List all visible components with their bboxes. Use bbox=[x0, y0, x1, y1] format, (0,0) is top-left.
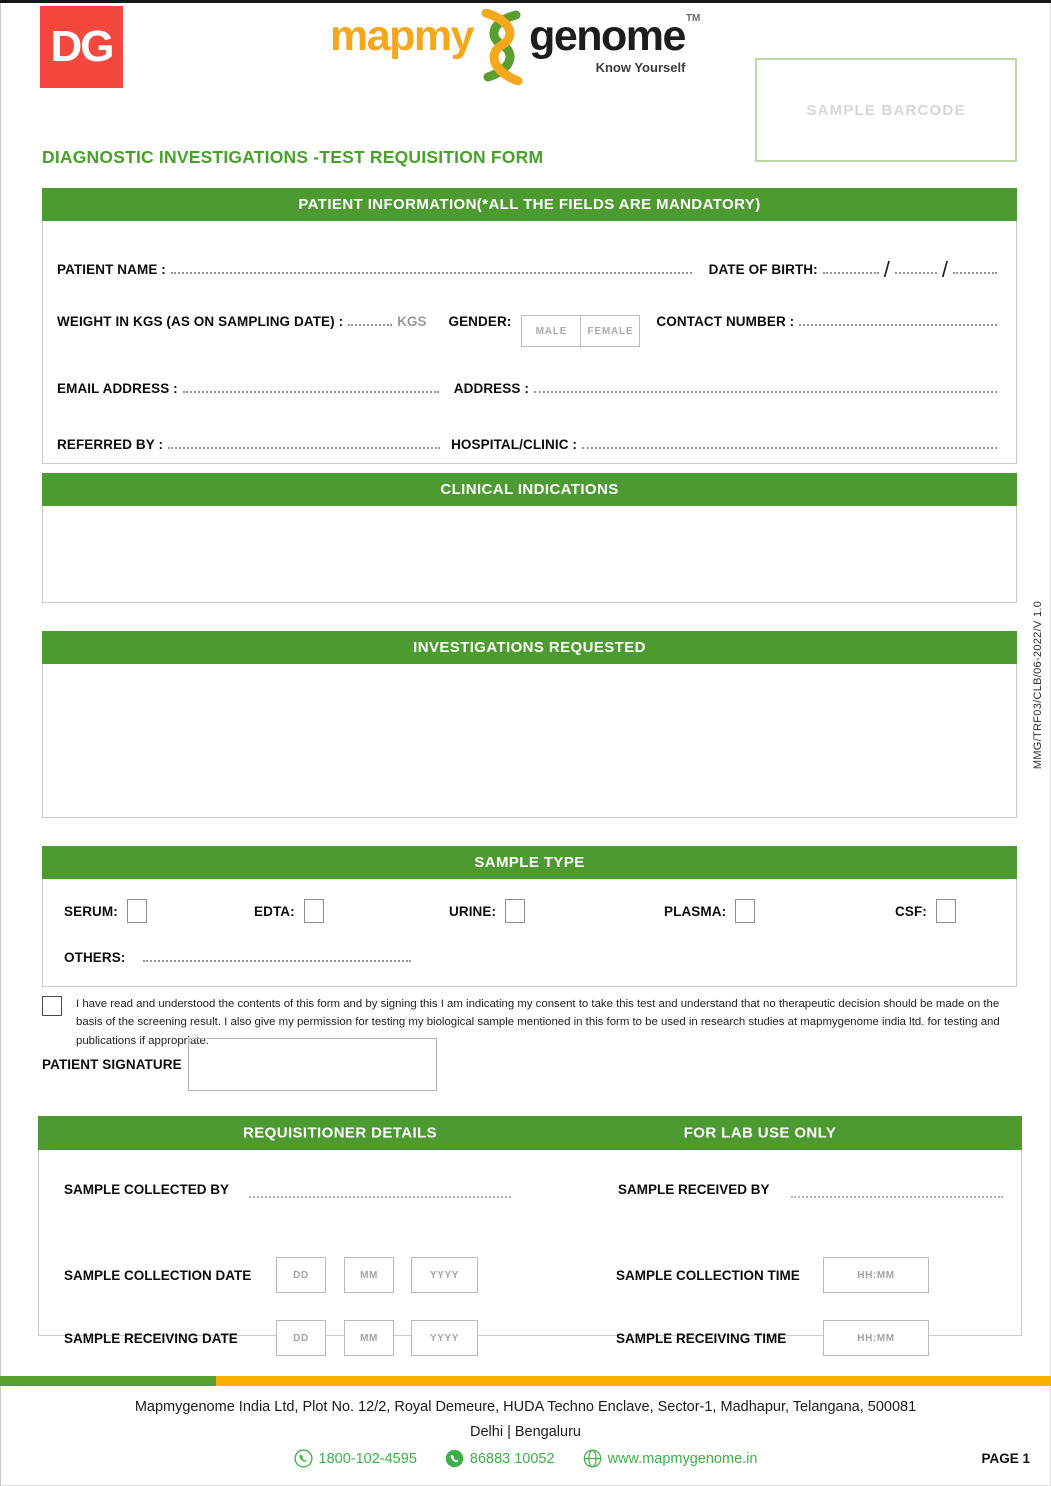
footer-cities: Delhi | Bengaluru bbox=[470, 1424, 581, 1440]
gender-male-checkbox[interactable]: MALE bbox=[535, 325, 568, 337]
dob-separator: / bbox=[883, 257, 890, 282]
patient-information-section bbox=[42, 188, 1017, 464]
others-label: OTHERS: bbox=[64, 950, 126, 965]
receiving-date-mm-field[interactable]: MM bbox=[344, 1320, 394, 1356]
gender-label: GENDER: bbox=[448, 314, 512, 329]
sample-receiving-date-label: SAMPLE RECEIVING DATE bbox=[64, 1331, 238, 1346]
whatsapp-number[interactable]: 86883 10052 bbox=[469, 1450, 555, 1467]
clinical-indications-section bbox=[42, 473, 1017, 603]
referral-row bbox=[57, 434, 1002, 452]
receiving-date-yyyy-field[interactable]: YYYY bbox=[411, 1320, 478, 1356]
dob-month-field[interactable] bbox=[895, 259, 937, 274]
sample-received-by-label: SAMPLE RECEIVED BY bbox=[618, 1182, 770, 1197]
dob-separator: / bbox=[941, 257, 948, 282]
website-contact bbox=[583, 1449, 758, 1468]
sample-collection-date-label: SAMPLE COLLECTION DATE bbox=[64, 1268, 252, 1283]
address-label: ADDRESS : bbox=[453, 381, 529, 396]
csf-label: CSF: bbox=[895, 903, 927, 919]
collection-time-field[interactable]: HH:MM bbox=[823, 1257, 929, 1293]
email-label: EMAIL ADDRESS : bbox=[57, 381, 178, 396]
footer-address: Mapmygenome India Ltd, Plot No. 12/2, Royal Demeure, HUDA Techno Enclave, Sector-1, Madhapur, Telangana, 500081 bbox=[134, 1399, 917, 1415]
globe-icon bbox=[583, 1449, 602, 1468]
edta-label: EDTA: bbox=[254, 903, 295, 919]
investigations-requested-header: INVESTIGATIONS REQUESTED bbox=[42, 631, 1017, 664]
sample-option-csf bbox=[895, 899, 956, 923]
email-address-row bbox=[57, 378, 1002, 396]
clinical-indications-header: CLINICAL INDICATIONS bbox=[42, 473, 1017, 506]
address-field[interactable] bbox=[534, 378, 997, 393]
requisitioner-section bbox=[38, 1116, 1022, 1346]
serum-checkbox[interactable] bbox=[127, 899, 147, 923]
referred-by-field[interactable] bbox=[168, 434, 440, 449]
consent-text: I have read and understood the contents of this form and by signing this I am indicating my consent to take this test and understand that no therapeutic decision should be made on the basis of the screening result. I also give my permission for testing my biological sample mentioned in this form to be used in research studies at mapmygenome india ltd. for testing and publications if appropriate. bbox=[76, 998, 1000, 1047]
patient-signature-label: PATIENT SIGNATURE bbox=[42, 1057, 182, 1072]
website-link[interactable]: www.mapmygenome.in bbox=[607, 1450, 758, 1467]
dob-day-field[interactable] bbox=[823, 259, 879, 274]
referred-by-label: REFERRED BY : bbox=[57, 437, 164, 452]
sample-option-edta bbox=[254, 899, 324, 923]
email-field[interactable] bbox=[183, 378, 439, 393]
requisitioner-details-header: REQUISITIONER DETAILS bbox=[243, 1124, 437, 1142]
sample-received-by-field[interactable] bbox=[791, 1178, 1003, 1198]
requisitioner-body bbox=[38, 1150, 1022, 1346]
sample-type-section bbox=[42, 846, 1017, 987]
patient-information-header: PATIENT INFORMATION(*ALL THE FIELDS ARE MANDATORY) bbox=[42, 188, 1017, 221]
phone-icon bbox=[294, 1449, 313, 1468]
footer-stripe-green bbox=[0, 1376, 216, 1386]
logo-word-mapmy: mapmy bbox=[330, 12, 474, 60]
weight-field[interactable] bbox=[348, 311, 392, 326]
weight-gender-contact-row bbox=[57, 311, 1002, 343]
hospital-clinic-label: HOSPITAL/CLINIC : bbox=[451, 437, 578, 452]
sample-collected-by-label: SAMPLE COLLECTED BY bbox=[64, 1182, 230, 1197]
page-title: DIAGNOSTIC INVESTIGATIONS -TEST REQUISITION FORM bbox=[42, 147, 544, 167]
phone-number[interactable]: 1800-102-4595 bbox=[318, 1450, 417, 1467]
dob-year-field[interactable] bbox=[953, 259, 997, 274]
urine-checkbox[interactable] bbox=[505, 899, 525, 923]
dg-logo-badge: DG bbox=[40, 6, 123, 88]
date-of-birth-label: DATE OF BIRTH: bbox=[708, 262, 818, 277]
logo-word-genome: genome bbox=[529, 12, 685, 60]
sample-receiving-time-label: SAMPLE RECEIVING TIME bbox=[616, 1331, 787, 1346]
collection-date-dd-field[interactable]: DD bbox=[276, 1257, 326, 1293]
gender-selector bbox=[521, 315, 640, 347]
serum-label: SERUM: bbox=[64, 903, 118, 919]
sample-option-plasma bbox=[664, 899, 755, 923]
mapmygenome-logo bbox=[330, 12, 701, 85]
sample-collection-time-label: SAMPLE COLLECTION TIME bbox=[616, 1268, 800, 1283]
clinical-indications-input[interactable] bbox=[42, 506, 1017, 603]
gender-female-checkbox[interactable]: FEMALE bbox=[580, 316, 639, 346]
whatsapp-contact bbox=[445, 1449, 555, 1468]
weight-label: WEIGHT IN KGS (AS ON SAMPLING DATE) : bbox=[57, 314, 344, 329]
kgs-unit-label: KGS bbox=[397, 314, 427, 329]
consent-checkbox[interactable] bbox=[42, 996, 62, 1016]
logo-tagline: Know Yourself bbox=[595, 60, 686, 75]
patient-information-body bbox=[42, 221, 1017, 464]
sample-option-others bbox=[64, 947, 416, 965]
for-lab-use-only-header: FOR LAB USE ONLY bbox=[683, 1124, 837, 1142]
others-field[interactable] bbox=[143, 947, 411, 962]
patient-name-field[interactable] bbox=[171, 259, 692, 274]
receiving-time-field[interactable]: HH:MM bbox=[823, 1320, 929, 1356]
phone-contact bbox=[294, 1449, 417, 1468]
investigations-requested-input[interactable] bbox=[42, 664, 1017, 818]
patient-name-row bbox=[57, 221, 1002, 282]
hospital-clinic-field[interactable] bbox=[582, 434, 997, 449]
csf-checkbox[interactable] bbox=[936, 899, 956, 923]
sample-type-header: SAMPLE TYPE bbox=[42, 846, 1017, 879]
patient-signature-box[interactable] bbox=[188, 1038, 437, 1091]
trademark-mark: TM bbox=[685, 13, 701, 24]
sample-type-body bbox=[42, 879, 1017, 987]
footer-contact-row bbox=[0, 1449, 1051, 1468]
urine-label: URINE: bbox=[449, 903, 497, 919]
whatsapp-icon bbox=[445, 1449, 464, 1468]
contact-number-field[interactable] bbox=[799, 311, 997, 326]
dna-helix-icon bbox=[474, 9, 528, 85]
plasma-label: PLASMA: bbox=[664, 903, 727, 919]
collection-date-yyyy-field[interactable]: YYYY bbox=[411, 1257, 478, 1293]
patient-name-label: PATIENT NAME : bbox=[57, 262, 166, 277]
sample-option-serum bbox=[64, 899, 147, 923]
edta-checkbox[interactable] bbox=[304, 899, 324, 923]
receiving-date-dd-field[interactable]: DD bbox=[276, 1320, 326, 1356]
plasma-checkbox[interactable] bbox=[735, 899, 755, 923]
sample-barcode-box: SAMPLE BARCODE bbox=[755, 58, 1017, 162]
collection-date-mm-field[interactable]: MM bbox=[344, 1257, 394, 1293]
contact-number-label: CONTACT NUMBER : bbox=[656, 314, 795, 329]
sample-collected-by-field[interactable] bbox=[249, 1178, 511, 1198]
page-number: PAGE 1 bbox=[981, 1451, 1030, 1466]
footer-stripe-orange bbox=[216, 1376, 1051, 1386]
requisitioner-header-bar bbox=[38, 1116, 1022, 1150]
document-version-code: MMG/TRF03/CLB/06-2022/V 1.0 bbox=[1032, 600, 1044, 770]
investigations-requested-section bbox=[42, 631, 1017, 818]
sample-option-urine bbox=[449, 899, 525, 923]
footer-stripe bbox=[0, 1376, 1051, 1386]
